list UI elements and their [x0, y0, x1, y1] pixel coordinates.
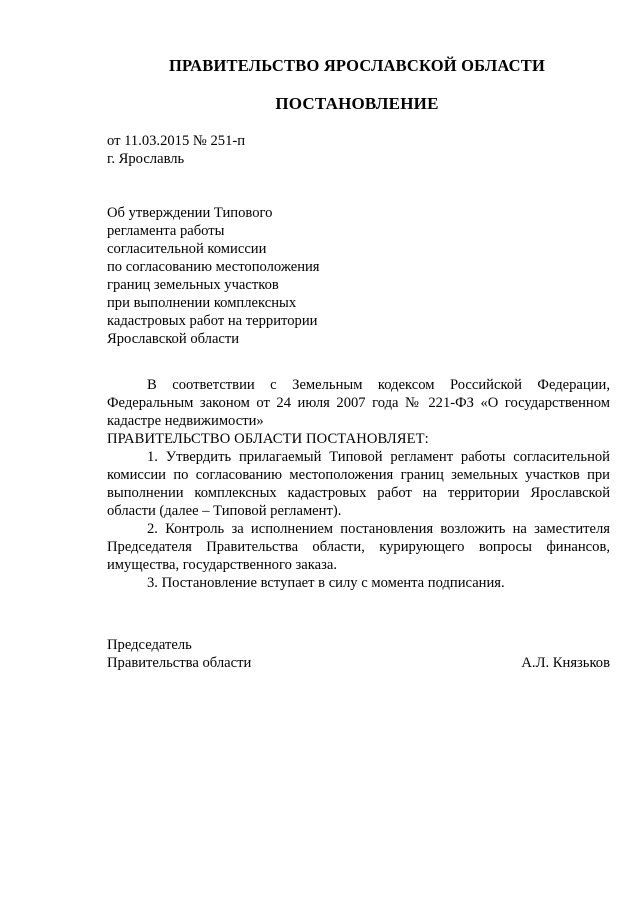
subject-line: по согласованию местоположения	[107, 259, 320, 275]
city: г. Ярославль	[107, 151, 185, 167]
date-number: от 11.03.2015 № 251-п	[107, 133, 246, 149]
subject-line: границ земельных участков	[107, 277, 279, 293]
signature-row	[107, 654, 610, 672]
item-paragraph: 1. Утвердить прилагаемый Типовой регламент работы согласительной комиссии по согласованию местоположения границ земельных участков при выполнении комплексных кадастровых работ на территории Ярославской области (далее – Типовой регламент).	[107, 449, 610, 519]
document-subject	[107, 204, 367, 348]
document-meta	[107, 132, 245, 168]
signature-block	[107, 636, 610, 672]
signer-position-line1: Председатель	[107, 637, 192, 653]
signer-name: А.Л. Князьков	[521, 655, 610, 671]
document-body	[107, 376, 610, 592]
subject-line: Ярославской области	[107, 331, 240, 347]
subject-line: регламента работы	[107, 223, 225, 239]
subject-line: согласительной комиссии	[107, 241, 267, 257]
decree-line: ПРАВИТЕЛЬСТВО ОБЛАСТИ ПОСТАНОВЛЯЕТ:	[107, 431, 429, 447]
preamble-paragraph: В соответствии с Земельным кодексом Российской Федерации, Федеральным законом от 24 июля 2007 года № 221-ФЗ «О государственном кадастре недвижимости»	[107, 377, 610, 429]
government-title: ПРАВИТЕЛЬСТВО ЯРОСЛАВСКОЙ ОБЛАСТИ	[168, 56, 546, 75]
subject-line: кадастровых работ на территории	[107, 313, 318, 329]
document-type-title: ПОСТАНОВЛЕНИЕ	[275, 94, 439, 113]
item-paragraph: 3. Постановление вступает в силу с момента подписания.	[147, 575, 505, 591]
signer-position-line2: Правительства области	[107, 655, 252, 671]
subject-line: при выполнении комплексных	[107, 295, 297, 311]
item-paragraph: 2. Контроль за исполнением постановления возложить на заместителя Председателя Правительства области, курирующего вопросы финансов, имущества, государственного заказа.	[107, 521, 610, 573]
subject-line: Об утверждении Типового	[107, 205, 273, 221]
